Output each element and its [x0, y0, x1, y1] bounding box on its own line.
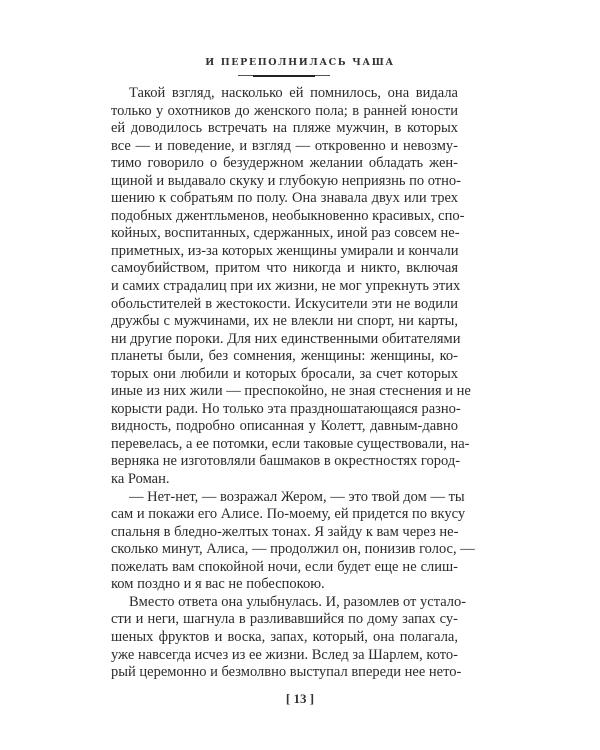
text-line: ком поздно и я вас не побеспокою. [111, 576, 325, 593]
text-line: рый церемонно и безмолвно выступал впереди нее нето- [111, 664, 462, 681]
body-text [111, 85, 475, 682]
text-line: тимо говорило о безудержном желании обладать жен- [111, 155, 458, 172]
text-line: приметных, из-за которых женщины умирали и кончали [111, 242, 459, 259]
text-line: корысти ради. Но только эта праздношатающаяся разно- [111, 400, 461, 417]
text-line: верняка не изготовляли башмаков в окрестностях город- [111, 453, 461, 470]
text-line: сти и неги, шагнула в разливавшийся по дому запах су- [111, 611, 458, 628]
text-line: — Нет-нет, — возражал Жером, — это твой дом — ты [129, 488, 465, 505]
text-line: спальня в бледно-желтых тонах. Я зайду к вам через не- [111, 523, 459, 540]
running-head: И ПЕРЕПОЛНИЛАСЬ ЧАША [205, 57, 395, 68]
text-line: самоубийством, притом что никогда и никто, включая [111, 260, 458, 277]
text-line: обольстителей в жестокости. Искусители эти не водили [111, 295, 458, 312]
text-line: койных, воспитанных, сдержанных, иной раз совсем не- [111, 225, 460, 242]
text-line: только у охотников до женского пола; в ранней юности [111, 102, 458, 119]
text-line: видность, подробно описанная у Колетт, давным-давно [111, 418, 458, 435]
text-line: пожелать вам спокойной ночи, если будет еще не слиш- [111, 558, 458, 575]
text-line: ни другие пороки. Для них единственными обитателями [111, 330, 461, 347]
text-line: дружбы с мужчинами, их не влекли ни спорт, ни карты, [111, 313, 458, 330]
text-line: все — и поведение, и взгляд — откровенно и невозму- [111, 137, 458, 154]
text-line: иные из них жили — преспокойно, не зная стеснения и не [111, 383, 471, 400]
text-line: и самих страдалиц при их жизни, не мог упрекнуть этих [111, 278, 461, 295]
text-line: ей доводилось встречать на пляже мужчин, в которых [111, 120, 458, 137]
page-number: [ 13 ] [285, 691, 315, 706]
text-line: Вместо ответа она улыбнулась. И, разомлев от устало- [129, 593, 467, 610]
text-line: Такой взгляд, насколько ей помнилось, она видала [129, 85, 458, 101]
text-line: сам и покажи его Алисе. По-моему, ей придется по вкусу [111, 506, 466, 523]
text-line: шеных фруктов и воска, запах, который, она полагала, [111, 628, 458, 645]
text-line: подобных джентльменов, необыкновенно красивых, спо- [111, 207, 465, 224]
text-line: ка Роман. [111, 471, 170, 488]
text-line: уже навсегда исчез из ее жизни. Вслед за Шарлем, кото- [111, 646, 458, 663]
header-rule [238, 75, 330, 76]
text-line: сколько минут, Алиса, — продолжил он, понизив голос, — [111, 541, 475, 558]
text-line: щиной и выдавало скуку и глубокую неприязнь по отно- [111, 172, 461, 189]
text-line: перевелась, а ее потомки, если таковые существовали, на- [111, 435, 470, 452]
text-line: торых они любили и которых бросали, за счет которых [111, 365, 458, 382]
text-line: шению к собратьям по полу. Она знавала двух или трех [111, 190, 458, 207]
text-line: планеты были, без сомнения, женщины: женщины, ко- [111, 348, 458, 365]
